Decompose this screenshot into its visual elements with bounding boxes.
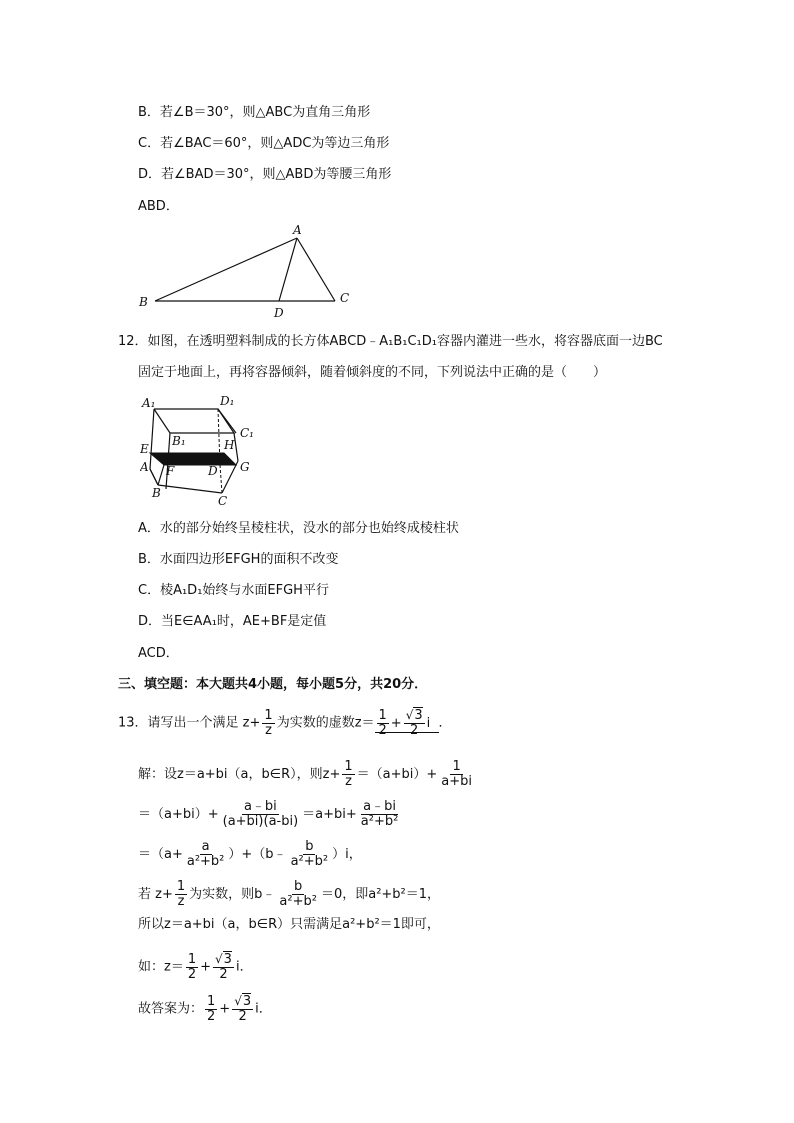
section-heading: 三、填空题：本大题共4小题，每小题5分，共20分． [118,677,428,692]
q13-solution-line4: 若 z+ $\frac{1}{z}$ 为实数，则b﹣ $\frac{b}{\text{a²+b²}}$ ＝0，即a²+b²＝1， [138,879,441,909]
svg-text:F: F [166,464,175,478]
label-a: A [293,223,302,237]
q13-solution-line3: ＝（a+ $\frac{a}{\text{a²+b²}}$ ）+（b﹣ $\frac{b}{\text{a²+b²}}$ ）i， [138,839,362,869]
q12-stem-line1: 12．如图，在透明塑料制成的长方体ABCD﹣A₁B₁C₁D₁容器内灌进一些水，将容器底面一边BC [118,334,663,349]
label-d: D [274,306,284,320]
svg-text:D₁: D₁ [220,395,235,408]
q13-solution-line5: 所以z＝a+bi（a，b∈R）只需满足a²+b²＝1即可， [138,917,440,932]
label-c: C [340,291,350,305]
q12-option-b: B．水面四边形EFGH的面积不改变 [138,552,339,567]
side-ac [297,238,335,301]
svg-text:A: A [140,460,149,474]
q11-option-d: D．若∠BAD＝30°，则△ABD为等腰三角形 [138,167,392,182]
label-b: B [139,295,148,309]
svg-text:A₁: A₁ [142,396,156,410]
svg-text:C₁: C₁ [240,426,254,440]
q13-prompt: 13．请写出一个满足 z+ $\frac{1}{z}$ 为实数的虚数z＝ $\frac{1}{2}$ + $\frac{√3}{2}$ i ． [118,707,452,738]
q13-solution-line6: 如：z＝ $\frac{1}{2}$ + $\frac{√3}{2}$ i． [138,951,253,982]
q11-option-c: C．若∠BAC＝60°，则△ADC为等边三角形 [138,136,390,151]
svg-text:E: E [140,442,149,456]
q13-final-answer: 故答案为： $\frac{1}{2}$ + $\frac{√3}{2}$ i． [138,993,272,1024]
water-surface [150,453,236,465]
box-figure [140,395,260,507]
side-ba [155,238,297,301]
q11-option-b: B．若∠B＝30°，则△ABC为直角三角形 [138,105,371,120]
q13-solution-line2: ＝（a+bi）+ $\frac{a﹣bi}{(a+bi)(a-bi)}$ ＝a+bi+ $\frac{a﹣bi}{\text{a²+b²}}$ [138,799,399,829]
svg-text:B₁: B₁ [172,434,186,448]
svg-text:D: D [208,464,218,478]
svg-text:H: H [224,438,235,452]
q13-solution-line1: 解：设z＝a+bi（a，b∈R），则z+ $\frac{1}{z}$ ＝（a+bi）+ $\frac{1}{a+bi}$ [138,759,472,789]
triangle-figure [130,220,370,322]
segment-ad [279,238,297,301]
svg-text:G: G [240,460,250,474]
svg-text:C: C [218,494,228,507]
q12-option-c: C．棱A₁D₁始终与水面EFGH平行 [138,583,329,598]
q12-option-d: D．当E∈AA₁时，AE+BF是定值 [138,614,327,629]
answer-blank: $\frac{1}{2}$ + $\frac{√3}{2}$ i [375,716,439,733]
q12-option-a: A．水的部分始终呈棱柱状，没水的部分也始终成棱柱状 [138,521,459,536]
q11-answer: ABD． [138,199,179,214]
q12-answer: ACD． [138,646,179,661]
svg-text:B: B [152,486,161,500]
q12-stem-line2: 固定于地面上，再将容器倾斜，随着倾斜度的不同，下列说法中正确的是（ ） [138,365,607,380]
